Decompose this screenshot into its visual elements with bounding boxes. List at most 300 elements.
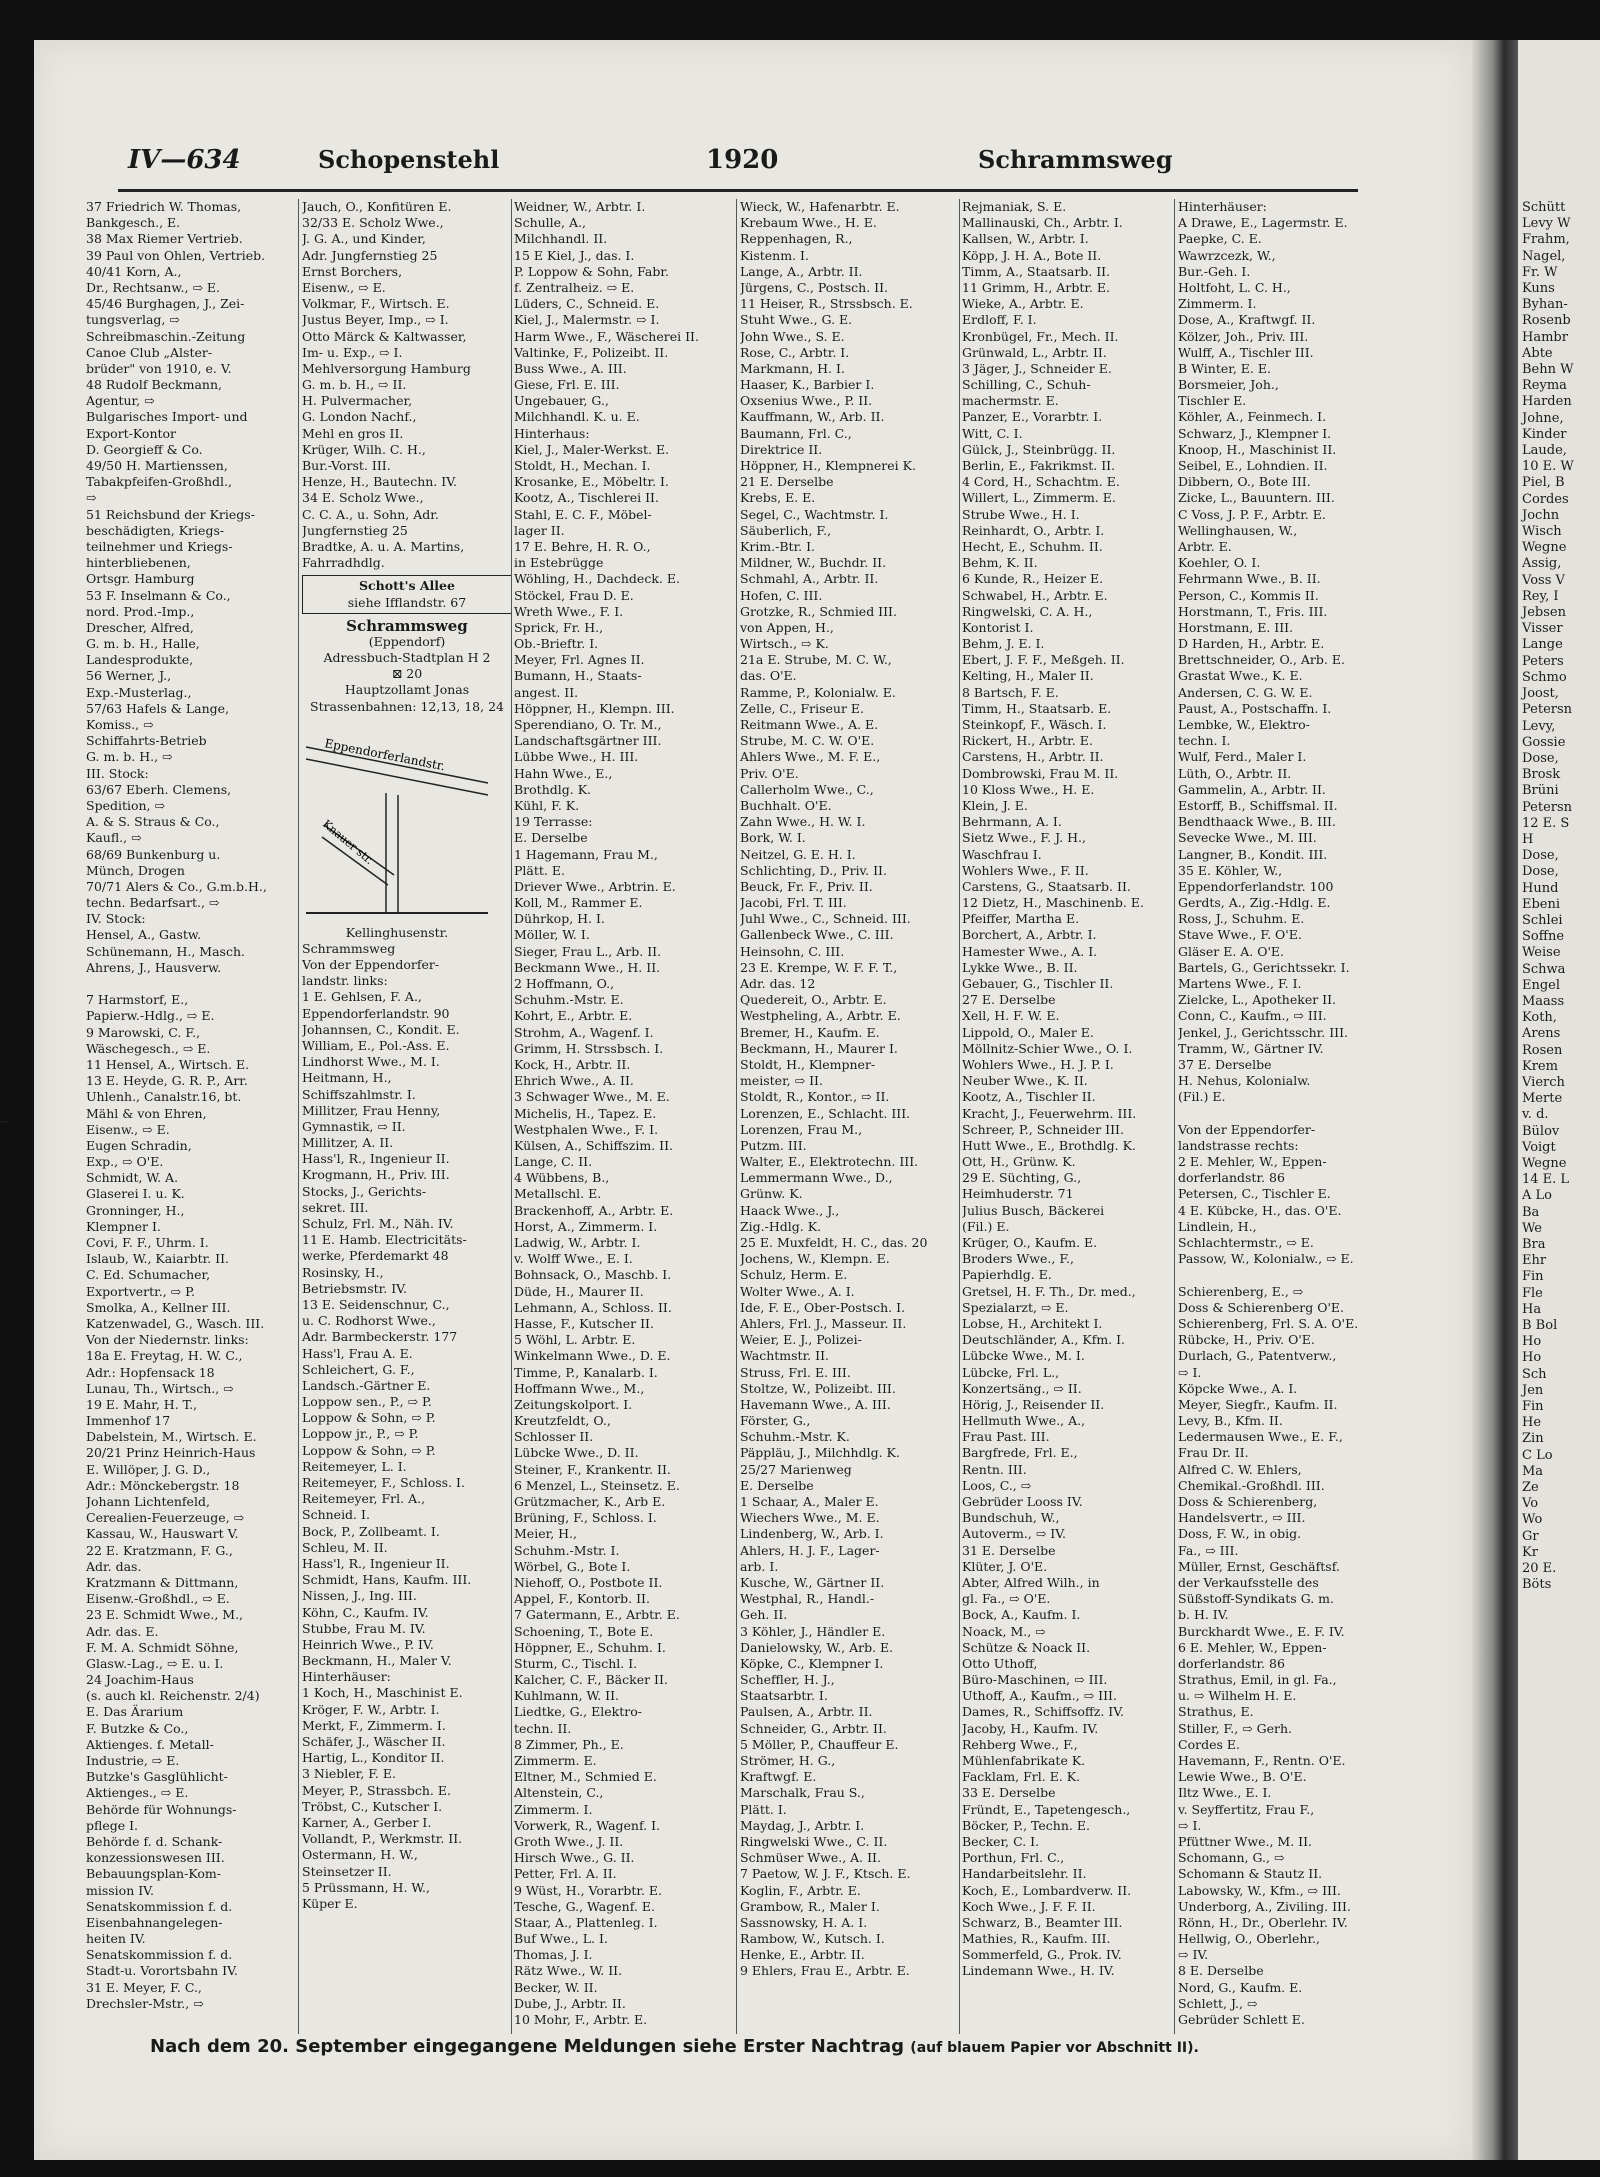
directory-entry [1178, 1106, 1360, 1122]
directory-entry: Witt, C. I. [962, 425, 1023, 441]
directory-entry: Haaser, K., Barbier I. [740, 377, 875, 393]
directory-entry: Möllnitz-Schier Wwe., O. I. [962, 1040, 1133, 1056]
directory-entry: Höppner, E., Schuhm. I. [514, 1639, 666, 1655]
street-map-drawing [302, 717, 492, 927]
directory-entry: Alfred C. W. Ehlers, [1178, 1461, 1302, 1477]
directory-entry: Valtinke, F., Polizeibt. II. [514, 344, 669, 360]
directory-entry: Facklam, Frl. E. K. [962, 1769, 1081, 1785]
directory-entry: Passow, W., Kolonialw., ⇨ E. [1178, 1251, 1354, 1267]
directory-entry: Kootz, A., Tischlerei II. [514, 490, 659, 506]
directory-entry: Rehberg Wwe., F., [962, 1736, 1078, 1752]
directory-entry: Krüger, Wilh. C. H., [302, 441, 426, 457]
directory-entry: Hinterhaus: [514, 425, 590, 441]
directory-entry: Schmüser Wwe., A. II. [740, 1850, 881, 1866]
directory-entry: Direktrice II. [740, 441, 823, 457]
directory-entry: Dührkop, H. I. [514, 911, 605, 927]
facing-page-fragment: Vo [1522, 1496, 1539, 1512]
directory-entry: landstrasse rechts: [1178, 1137, 1299, 1153]
directory-entry: Wawrzcezk, W., [1178, 247, 1276, 263]
directory-entry: Gebrüder Looss IV. [962, 1494, 1083, 1509]
directory-entry: Vollandt, P., Werkmstr. II. [302, 1831, 463, 1847]
facing-page-fragment: Nagel, [1522, 248, 1566, 264]
directory-entry: 7 Paetow, W. J. F., Ktsch. E. [740, 1866, 911, 1882]
directory-entry: Plätt. I. [740, 1801, 787, 1817]
directory-entry: 6 Menzel, L., Steinsetz. E. [514, 1477, 680, 1493]
directory-entry: Dibbern, O., Bote III. [1178, 474, 1311, 490]
directory-entry: Lindhorst Wwe., M. I. [302, 1054, 440, 1070]
directory-entry: Ungebauer, G., [514, 393, 609, 409]
directory-entry: Driever Wwe., Arbtrin. E. [514, 878, 676, 894]
directory-entry: Zimmerm. I. [1178, 296, 1257, 312]
facing-page-fragment: Soffne [1522, 929, 1565, 945]
directory-entry: Gronninger, H., [86, 1202, 185, 1218]
directory-entry: Reinhardt, O., Arbtr. I. [962, 522, 1105, 538]
directory-entry: Eugen Schradin, [86, 1137, 192, 1153]
directory-entry: Milchhandl. K. u. E. [514, 409, 640, 425]
directory-entry: Ernst Borchers, [302, 263, 403, 279]
facing-page-fragment: Engel [1522, 977, 1561, 993]
directory-entry: Otto Märck & Kaltwasser, [302, 328, 467, 344]
directory-entry: Erdloff, F. I. [962, 312, 1037, 328]
facing-page-fragment: Schwa [1522, 961, 1566, 977]
directory-entry: Marschalk, Frau S., [740, 1785, 865, 1801]
directory-entry: 56 Werner, J., [86, 668, 172, 684]
directory-entry: 10 Mohr, F., Arbtr. E. [514, 2012, 648, 2027]
facing-page-fragment: Laude, [1522, 443, 1567, 459]
directory-entry: Hass'l, R., Ingenieur II. [302, 1151, 450, 1167]
directory-entry: Labowsky, W., Kfm., ⇨ III. [1178, 1882, 1341, 1898]
directory-entry: Kusche, W., Gärtner II. [740, 1574, 885, 1590]
directory-entry: Schleu, M. II. [302, 1539, 388, 1555]
directory-entry: Jochens, W., Klempn. E. [740, 1251, 890, 1267]
directory-entry: Schoening, T., Bote E. [514, 1623, 654, 1639]
directory-entry: Tischler E. [1178, 393, 1247, 409]
directory-entry: Havemann, F., Rentn. O'E. [1178, 1753, 1346, 1768]
facing-page-fragment: Behn W [1522, 362, 1574, 378]
directory-entry: Gymnastik, ⇨ II. [302, 1118, 406, 1134]
directory-entry: Weidner, W., Arbtr. I. [514, 199, 646, 214]
facing-page-fragment: Levy, [1522, 718, 1556, 734]
directory-entry: Wachtmstr. II. [740, 1348, 829, 1364]
directory-entry: Rönn, H., Dr., Oberlehr. IV. [1178, 1914, 1348, 1930]
street-customs: Hauptzollamt Jonas [344, 682, 470, 698]
directory-entry: (Fil.) E. [962, 1218, 1010, 1234]
directory-entry: Exportvertr., ⇨ P. [86, 1283, 195, 1299]
directory-entry: Willert, L., Zimmerm. E. [962, 490, 1116, 506]
directory-entry: Covi, F. F., Uhrm. I. [86, 1235, 209, 1250]
directory-entry: heiten IV. [86, 1931, 146, 1947]
directory-entry: Hinterhäuser: [302, 1669, 391, 1685]
facing-page-fragment: Zin [1522, 1431, 1544, 1447]
directory-entry: Loppow jr., P., ⇨ P. [302, 1426, 419, 1442]
directory-entry: Petter, Frl. A. II. [514, 1866, 617, 1882]
directory-entry: Mehl en gros II. [302, 425, 404, 441]
directory-entry: Lübcke Wwe., D. II. [514, 1445, 639, 1461]
directory-entry: Stoltze, W., Polizeibt. III. [740, 1380, 896, 1396]
directory-entry: Millitzer, A. II. [302, 1135, 394, 1151]
directory-entry: beschädigten, Kriegs- [86, 522, 225, 538]
directory-entry: Eltner, M., Schmied E. [514, 1769, 657, 1785]
street-name: Schrammsweg [346, 616, 468, 635]
directory-entry: Jauch, O., Konfitüren E. [302, 199, 452, 214]
directory-entry: Holtfoht, L. C. H., [1178, 279, 1291, 295]
directory-entry: Schilling, C., Schuh- [962, 377, 1091, 393]
directory-entry: 9 Wüst, H., Vorarbtr. E. [514, 1882, 663, 1898]
directory-entry: Burckhardt Wwe., E. F. IV. [1178, 1623, 1345, 1639]
directory-entry: C Voss, J. P. F., Arbtr. E. [1178, 506, 1326, 522]
directory-entry: Köpke, C., Klempner I. [740, 1655, 884, 1671]
directory-entry: 20/21 Prinz Heinrich-Haus [86, 1445, 256, 1461]
directory-entry: pflege I. [86, 1817, 139, 1833]
directory-entry: Borsmeier, Joh., [1178, 377, 1279, 393]
directory-entry: 8 E. Derselbe [1178, 1963, 1264, 1979]
directory-entry: Wohlers Wwe., H. J. P. I. [962, 1056, 1114, 1072]
directory-entry: Westphal, R., Handl.- [740, 1591, 875, 1607]
directory-entry: Konzertsäng., ⇨ II. [962, 1380, 1082, 1396]
directory-entry: 29 E. Süchting, G., [962, 1170, 1082, 1186]
directory-entry: Carstens, H., Arbtr. II. [962, 749, 1104, 765]
directory-entry: Klempner I. [86, 1218, 161, 1234]
facing-page-fragment: Dose, [1522, 750, 1559, 766]
directory-entry: Thomas, J. I. [514, 1947, 593, 1963]
directory-entry: Conn, C., Kaufm., ⇨ III. [1178, 1008, 1327, 1024]
directory-entry: Krüger, O., Kaufm. E. [962, 1235, 1098, 1250]
directory-entry: 68/69 Bunkenburg u. [86, 846, 221, 862]
directory-entry: Loppow sen., P., ⇨ P. [302, 1394, 432, 1410]
directory-entry: Grotzke, R., Schmied III. [740, 603, 897, 619]
facing-page-fragment: 14 E. L [1522, 1172, 1570, 1188]
directory-entry: Staar, A., Plattenleg. I. [514, 1914, 658, 1930]
directory-entry: F. Butzke & Co., [86, 1720, 189, 1736]
directory-entry: Kontorist I. [962, 619, 1034, 635]
directory-entry: 11 E. Hamb. Electricitäts- [302, 1232, 467, 1248]
directory-entry: Schuhm.-Mstr. I. [514, 1542, 620, 1558]
directory-entry: Noack, M., ⇨ [962, 1623, 1046, 1639]
directory-entry: C. Ed. Schumacher, [86, 1267, 211, 1283]
directory-entry: Säuberlich, F., [740, 522, 832, 538]
directory-entry: Neitzel, G. E. H. I. [740, 846, 856, 862]
directory-entry: Spezialarzt, ⇨ E. [962, 1299, 1069, 1315]
directory-entry: Schreibmaschin.-Zeitung [86, 328, 246, 344]
facing-page-fragment: Ehr [1522, 1253, 1547, 1269]
directory-entry: Stoldt, H., Klempner- [740, 1056, 876, 1072]
directory-entry: Lobse, H., Architekt I. [962, 1315, 1103, 1331]
directory-entry: Wieck, W., Hafenarbtr. E. [740, 199, 900, 214]
directory-entry: Ahrens, J., Hausverw. [86, 959, 222, 975]
directory-entry: Groth Wwe., J. II. [514, 1833, 624, 1849]
directory-entry: Metallschl. E. [514, 1186, 602, 1202]
directory-entry: Seibel, E., Lohndien. II. [1178, 458, 1328, 473]
facing-page-fragment: Koth, [1522, 1010, 1557, 1026]
facing-page-fragment: Gr [1522, 1528, 1539, 1544]
directory-entry: Horstmann, T., Fris. III. [1178, 603, 1328, 619]
directory-entry: Lübbe Wwe., H. III. [514, 749, 639, 765]
directory-entry: techn. II. [514, 1720, 572, 1736]
directory-entry: Rambow, W., Kutsch. I. [740, 1931, 885, 1947]
directory-entry: Betriebsmstr. IV. [302, 1280, 407, 1296]
directory-entry: Canoe Club „Alster- [86, 344, 213, 360]
facing-page-fragment: Peters [1522, 653, 1564, 669]
directory-entry: 4 Wübbens, B., [514, 1170, 610, 1186]
directory-entry: Zeitungskolport. I. [514, 1396, 633, 1412]
directory-entry: Papierhdlg. E. [962, 1267, 1052, 1283]
directory-entry: 13 E. Seidenschnur, C., [302, 1296, 450, 1312]
facing-page-fragment: Lange [1522, 637, 1563, 653]
directory-entry: Adr. Jungfernstieg 25 [302, 247, 438, 263]
directory-entry: Altenstein, C., [514, 1785, 604, 1801]
column-5 [962, 199, 1176, 1980]
footer-notice [150, 2036, 1199, 2057]
directory-entry: Grambow, R., Maler I. [740, 1898, 880, 1914]
directory-entry: der Verkaufsstelle des [1178, 1574, 1319, 1590]
directory-entry: Schmahl, A., Arbtr. II. [740, 571, 879, 587]
directory-entry: Reitemeyer, Frl. A., [302, 1491, 426, 1507]
map-bottom-label: Kellinghusenstr. [345, 924, 449, 940]
directory-entry: Sevecke Wwe., M. III. [1178, 830, 1317, 846]
directory-entry: Westpheling, A., Arbtr. E. [740, 1008, 901, 1024]
column-4 [740, 199, 962, 1980]
directory-entry: Wulff, A., Tischler III. [1178, 344, 1314, 360]
directory-entry: Cerealien-Feuerzeuge, ⇨ [86, 1510, 245, 1526]
facing-page-fragment: B Bol [1522, 1318, 1558, 1334]
facing-page-fragment: Schmo [1522, 669, 1567, 685]
directory-entry: Timme, P., Kanalarb. I. [514, 1364, 658, 1380]
directory-entry: 37 E. Derselbe [1178, 1056, 1272, 1072]
directory-entry: Krebs, E. E. [740, 490, 816, 506]
directory-entry: 49/50 H. Martienssen, [86, 458, 228, 473]
directory-entry: Tabakpfeifen-Großhdl., [86, 474, 233, 490]
directory-entry: (Fil.) E. [1178, 1089, 1226, 1105]
directory-entry: Staatsarbtr. I. [740, 1688, 828, 1704]
directory-entry: Jenkel, J., Gerichtsschr. III. [1178, 1024, 1348, 1040]
directory-entry: Plätt. E. [514, 862, 565, 878]
facing-page-fragment: Kr [1522, 1544, 1538, 1560]
directory-entry: Küper E. [302, 1895, 358, 1911]
directory-entry: Kaufl., ⇨ [86, 830, 142, 846]
directory-entry: Sieger, Frau L., Arb. II. [514, 943, 662, 959]
directory-entry: Adr. das. [86, 1558, 142, 1574]
directory-entry: Schwarz, J., Klempner I. [1178, 425, 1332, 441]
directory-entry: Schünemann, H., Masch. [86, 943, 245, 959]
column-divider [959, 199, 960, 2034]
directory-entry: Behörde für Wohnungs- [86, 1801, 237, 1817]
facing-page-fragment: Assig, [1522, 556, 1562, 572]
directory-entry: Kelting, H., Maler II. [962, 668, 1094, 684]
directory-entry: Lykke Wwe., B. II. [962, 959, 1078, 975]
directory-entry: Hecht, E., Schuhm. II. [962, 538, 1103, 554]
directory-entry: Schütze & Noack II. [962, 1639, 1091, 1655]
directory-entry: Hellwig, O., Oberlehr., [1178, 1931, 1320, 1947]
directory-entry: dorferlandstr. 86 [1178, 1170, 1285, 1186]
directory-entry: Bradtke, A. u. A. Martins, [302, 538, 465, 554]
directory-entry: Lüth, O., Arbtr. II. [1178, 765, 1292, 781]
directory-entry: Struss, Frl. E. III. [740, 1364, 851, 1380]
footer-text: Nach dem 20. September eingegangene Meldungen siehe Erster Nachtrag [150, 2036, 905, 2057]
directory-entry: Bumann, H., Staats- [514, 668, 642, 684]
directory-entry: Niehoff, O., Postbote II. [514, 1574, 663, 1590]
directory-entry: 1 Schaar, A., Maler E. [740, 1494, 879, 1509]
directory-entry: 5 Wöhl, L. Arbtr. E. [514, 1332, 636, 1348]
directory-entry: Ahlers, H. J. F., Lager- [740, 1542, 880, 1558]
directory-entry: Kröger, F. W., Arbtr. I. [302, 1701, 440, 1717]
directory-entry: Callerholm Wwe., C., [740, 781, 874, 797]
directory-entry: (s. auch kl. Reichenstr. 2/4) [86, 1688, 260, 1704]
directory-entry: Arbtr. E. [1178, 538, 1232, 554]
directory-entry: 4 Cord, H., Schachtm. E. [962, 474, 1120, 490]
directory-entry: Deutschländer, A., Kfm. I. [962, 1332, 1126, 1348]
directory-entry: Beckmann Wwe., H. II. [514, 959, 661, 975]
facing-page-fragment: Ze [1522, 1480, 1539, 1496]
street-map [302, 717, 492, 940]
directory-entry: Otto Uthoff, [962, 1655, 1038, 1671]
directory-entry: Strube Wwe., H. I. [962, 506, 1080, 522]
directory-entry: Export-Kontor [86, 425, 177, 441]
facing-page-fragment: Joost, [1522, 686, 1559, 702]
directory-entry: Danielowsky, W., Arb. E. [740, 1639, 894, 1655]
facing-page-fragment: Jen [1522, 1382, 1544, 1398]
directory-entry: Zimmerm. E. [514, 1753, 597, 1768]
directory-entry: Fründt, E., Tapetengesch., [962, 1801, 1131, 1817]
directory-entry: Koch, E., Lombardverw. II. [962, 1882, 1132, 1898]
directory-entry: Henke, E., Arbtr. II. [740, 1947, 865, 1963]
facing-page-fragment: Levy W [1522, 216, 1571, 232]
directory-entry: Senatskommission f. d. [86, 1947, 233, 1963]
directory-entry: Schreer, P., Schneider III. [962, 1121, 1124, 1137]
directory-entry: Pfüttner Wwe., M. II. [1178, 1833, 1312, 1849]
facing-page-fragment: Visser [1522, 621, 1563, 637]
directory-entry: Sassnowsky, H. A. I. [740, 1914, 868, 1930]
directory-entry: Grünw. K. [740, 1186, 803, 1202]
directory-entry: Schierenberg, E., ⇨ [1178, 1283, 1304, 1299]
facing-page-fragment: C Lo [1522, 1447, 1553, 1463]
directory-entry: Wellinghausen, W., [1178, 522, 1298, 538]
directory-entry: ⇨ I. [1178, 1817, 1202, 1833]
facing-page-fragment: Byhan- [1522, 297, 1568, 313]
directory-entry: Kölzer, Joh., Priv. III. [1178, 328, 1309, 344]
directory-entry [86, 976, 292, 992]
directory-entry: Doss, F. W., in obig. [1178, 1526, 1302, 1542]
directory-entry: Juhl Wwe., C., Schneid. III. [740, 911, 911, 927]
directory-entry: Lange, C. II. [514, 1154, 593, 1170]
directory-entry: Dube, J., Arbtr. II. [514, 1995, 626, 2011]
directory-entry: Heimhuderstr. 71 [962, 1186, 1074, 1202]
directory-entry: Underborg, A., Ziviling. III. [1178, 1898, 1351, 1914]
directory-entry: Maydag, J., Arbtr. I. [740, 1817, 865, 1833]
directory-entry: Aktienges., ⇨ E. [86, 1785, 189, 1801]
directory-entry: Bock, A., Kaufm. I. [962, 1607, 1081, 1623]
directory-entry: Hörig, J., Reisender II. [962, 1396, 1105, 1412]
directory-entry: Rosinsky, H., [302, 1264, 384, 1280]
page-number: IV—634 [128, 145, 241, 175]
directory-entry: Fa., ⇨ III. [1178, 1542, 1239, 1558]
directory-entry: 3 Schwager Wwe., M. E. [514, 1089, 670, 1105]
directory-entry: Wulf, Ferd., Maler I. [1178, 749, 1307, 765]
directory-entry: Schomann, G., ⇨ [1178, 1850, 1285, 1866]
directory-entry: 9 Ehlers, Frau E., Arbtr. E. [740, 1963, 910, 1979]
facing-page-fragment: 20 E. [1522, 1561, 1557, 1577]
facing-page-fragment: Wegne [1522, 540, 1567, 556]
directory-entry: Strathus, E. [1178, 1704, 1254, 1720]
directory-entry: 21 E. Derselbe [740, 474, 834, 490]
directory-entry: Kracht, J., Feuerwehrm. III. [962, 1105, 1137, 1121]
facing-page-fragment: Johne, [1522, 410, 1564, 426]
book-gutter [1472, 40, 1518, 2160]
directory-entry: Wirtsch., ⇨ K. [740, 636, 829, 652]
directory-entry: Stave Wwe., F. O'E. [1178, 927, 1302, 943]
directory-entry: Möller, W. I. [514, 927, 590, 943]
directory-entry: Wreth Wwe., F. I. [514, 603, 624, 619]
directory-entry: ⇨ [86, 490, 97, 506]
directory-entry: Paust, A., Postschaffn. I. [1178, 700, 1332, 716]
directory-entry: Hellmuth Wwe., A., [962, 1413, 1086, 1429]
directory-entry: Adr. das. 12 [740, 976, 816, 991]
facing-page-fragment: Piel, B [1522, 475, 1565, 491]
directory-entry: 5 Prüssmann, H. W., [302, 1879, 431, 1895]
directory-entry: Jacobi, Frl. T. III. [740, 895, 847, 911]
directory-entry: Uthoff, A., Kaufm., ⇨ III. [962, 1688, 1117, 1704]
directory-entry: Lorenzen, E., Schlacht. III. [740, 1105, 911, 1121]
directory-entry: Schuhm.-Mstr. E. [514, 992, 624, 1008]
directory-entry: Im- u. Exp., ⇨ I. [302, 344, 403, 360]
directory-entry: Klüter, J. O'E. [962, 1558, 1048, 1574]
directory-entry: Bundschuh, W., [962, 1510, 1060, 1526]
directory-entry: Hasse, F., Kutscher II. [514, 1315, 654, 1331]
schotts-allee-box [302, 575, 512, 613]
directory-entry: Meyer, P., Strassbch. E. [302, 1782, 451, 1798]
directory-entry: Aktienges. f. Metall- [86, 1736, 214, 1752]
directory-entry: Külsen, A., Schiffszim. II. [514, 1137, 674, 1153]
directory-entry: E. Willöper, J. G. D., [86, 1461, 211, 1477]
directory-entry: Andersen, C. G. W. E. [1178, 684, 1313, 700]
directory-entry: Schwabel, H., Arbtr. E. [962, 587, 1108, 603]
margin-mark: – [0, 1108, 10, 1132]
directory-entry: Bock, P., Zollbeamt. I. [302, 1523, 440, 1539]
directory-entry: 53 F. Inselmann & Co., [86, 587, 231, 603]
directory-entry: Knoop, H., Maschinist II. [1178, 441, 1337, 457]
directory-entry: Xell, H. F. W. E. [962, 1008, 1060, 1024]
directory-entry: Tramm, W., Gärtner IV. [1178, 1040, 1324, 1056]
directory-entry: 24 Joachim-Haus [86, 1672, 194, 1688]
directory-entry: Kalcher, C. F., Bäcker II. [514, 1672, 668, 1688]
column-divider [1174, 199, 1175, 2034]
directory-entry: Loppow & Sohn, ⇨ P. [302, 1410, 436, 1426]
directory-entry: Uhlenh., Canalstr.16, bt. [86, 1089, 242, 1105]
directory-entry: Wäschegesch., ⇨ E. [86, 1040, 211, 1056]
facing-page-fragment: Dose, [1522, 848, 1559, 864]
directory-entry: E. Derselbe [514, 830, 588, 846]
directory-entry: 40/41 Korn, A., [86, 263, 182, 279]
directory-entry: Müller, Ernst, Geschäftsf. [1178, 1558, 1340, 1574]
directory-entry: Behm, K. II. [962, 555, 1038, 571]
directory-entry: 23 E. Krempe, W. F. F. T., [740, 959, 898, 975]
directory-entry: Islaub, W., Kaiarbtr. II. [86, 1251, 230, 1267]
directory-entry: B Winter, E. E. [1178, 360, 1271, 376]
directory-entry: Ott, H., Grünw. K. [962, 1154, 1076, 1170]
directory-entry: Adr.: Hopfensack 18 [86, 1364, 215, 1380]
directory-entry: G. m. b. H., ⇨ [86, 749, 173, 765]
directory-entry: Zelle, C., Friseur E. [740, 700, 865, 716]
facing-page-fragment: Sch [1522, 1366, 1547, 1382]
directory-entry: Hass'l, R., Ingenieur II. [302, 1555, 450, 1571]
directory-entry: Landschaftsgärtner III. [514, 733, 662, 749]
directory-entry: Heitmann, H., [302, 1070, 392, 1086]
directory-entry: Butzke's Gasglühlicht- [86, 1769, 228, 1785]
directory-entry: teilnehmer und Kriegs- [86, 538, 233, 554]
directory-entry: Langner, B., Kondit. III. [1178, 846, 1328, 862]
facing-page-fragment: Arens [1522, 1026, 1561, 1042]
directory-entry: Hinterhäuser: [1178, 199, 1267, 214]
facing-page-fragment: Harden [1522, 394, 1572, 410]
